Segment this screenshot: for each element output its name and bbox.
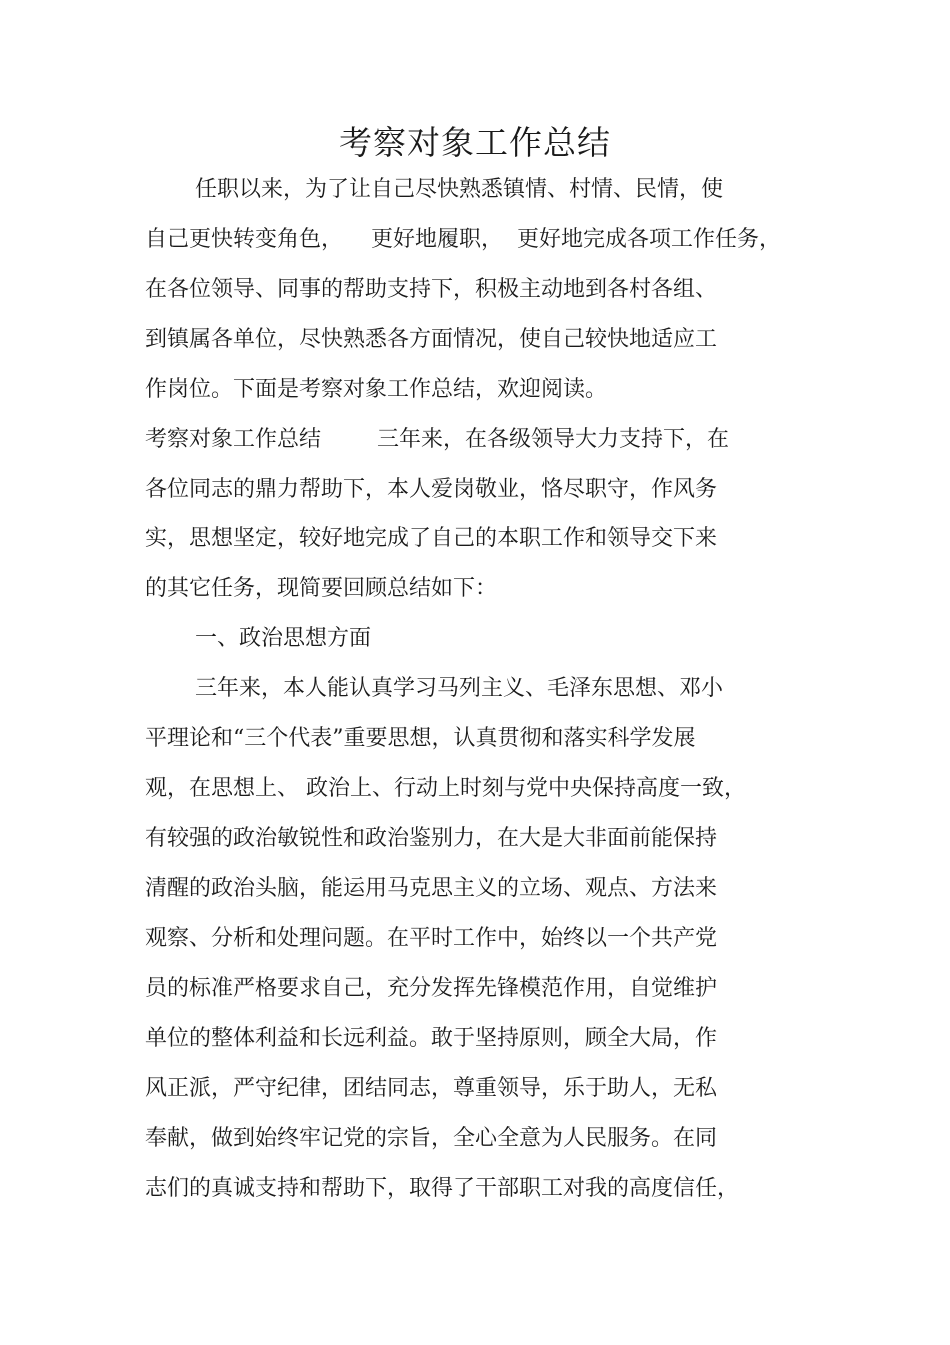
text-line: 任职以来，为了让自己尽快熟悉镇情、村情、民情，使 <box>195 177 724 202</box>
text-line: 作岗位。下面是考察对象工作总结，欢迎阅读。 <box>145 377 608 402</box>
text-line: 自己更快转变角色， 更好地履职， 更好地完成各项工作任务， <box>145 227 781 252</box>
text-line: 三年来，本人能认真学习马列主义、毛泽东思想、邓小 <box>195 676 724 701</box>
text-line: 员的标准严格要求自己，充分发挥先锋模范作用，自觉维护 <box>145 976 718 1001</box>
text-line: 风正派，严守纪律，团结同志，尊重领导，乐于助人，无私 <box>145 1076 718 1101</box>
text-line: 有较强的政治敏锐性和政治鉴别力，在大是大非面前能保持 <box>145 826 718 851</box>
text-line: 奉献，做到始终牢记党的宗旨，全心全意为人民服务。在同 <box>145 1126 718 1151</box>
text-line: 考察对象工作总结 三年来，在各级领导大力支持下，在 <box>145 427 729 452</box>
section-heading: 一、政治思想方面 <box>195 626 372 651</box>
text-line: 各位同志的鼎力帮助下，本人爱岗敬业，恪尽职守，作风务 <box>145 477 718 502</box>
text-line: 单位的整体利益和长远利益。敢于坚持原则，顾全大局，作 <box>145 1026 718 1051</box>
text-line: 志们的真诚支持和帮助下，取得了干部职工对我的高度信任， <box>145 1176 740 1201</box>
text-line: 的其它任务，现简要回顾总结如下： <box>145 576 498 601</box>
text-line: 实，思想坚定，较好地完成了自己的本职工作和领导交下来 <box>145 526 718 551</box>
document-title: 考察对象工作总结 <box>339 123 611 162</box>
text-line: 观，在思想上、 政治上、行动上时刻与党中央保持高度一致， <box>145 776 746 801</box>
text-line: 观察、分析和处理问题。在平时工作中，始终以一个共产党 <box>145 926 718 951</box>
text-line: 清醒的政治头脑，能运用马克思主义的立场、观点、方法来 <box>145 876 718 901</box>
text-line: 平理论和“三个代表”重要思想，认真贯彻和落实科学发展 <box>145 726 696 751</box>
text-line: 到镇属各单位，尽快熟悉各方面情况，使自己较快地适应工 <box>145 327 718 352</box>
text-line: 在各位领导、同事的帮助支持下，积极主动地到各村各组、 <box>145 277 718 302</box>
